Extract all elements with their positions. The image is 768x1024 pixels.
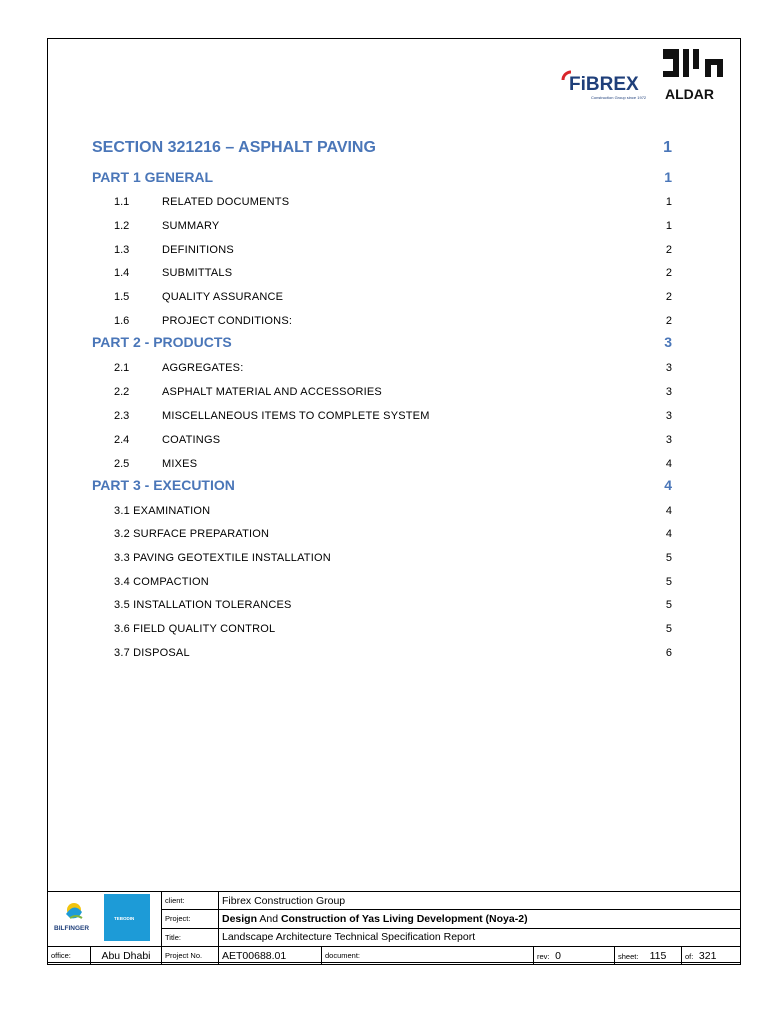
- toc-item-page: 5: [665, 576, 672, 588]
- toc-item[interactable]: [92, 291, 672, 311]
- toc-item-number: 1.5: [114, 291, 130, 303]
- toc-item-text: QUALITY ASSURANCE: [162, 291, 284, 303]
- fibrex-tagline: Construction Group since 1972: [591, 95, 647, 100]
- toc-item-text: COATINGS: [162, 434, 221, 446]
- toc-item[interactable]: [92, 244, 672, 264]
- toc-part-label: PART 1 GENERAL: [92, 169, 214, 185]
- toc-item-text: MIXES: [162, 458, 198, 470]
- title-label: Title:: [162, 928, 219, 946]
- toc-item-page: 3: [665, 434, 672, 446]
- toc-item-page: 5: [665, 552, 672, 564]
- toc-item-text: DEFINITIONS: [162, 244, 234, 256]
- office-label: office:: [48, 947, 91, 965]
- toc-part-page: 4: [664, 477, 672, 493]
- toc-item[interactable]: [92, 576, 672, 596]
- document-label: document:: [322, 947, 534, 965]
- toc-item-page: 1: [665, 220, 672, 232]
- toc-item-text: 3.4 COMPACTION: [114, 576, 209, 588]
- title-block: [47, 891, 741, 966]
- toc-section-label: SECTION 321216 – ASPHALT PAVING: [92, 139, 376, 156]
- toc-item-page: 1: [665, 196, 672, 208]
- toc-item-number: 2.5: [114, 458, 130, 470]
- toc-item-number: 1.6: [114, 315, 130, 327]
- toc-part-label: PART 2 - PRODUCTS: [92, 334, 232, 350]
- toc-item-page: 5: [665, 599, 672, 611]
- client-label: client:: [162, 892, 219, 910]
- tebodin-wordmark: TEBODIN: [114, 916, 135, 921]
- toc-item[interactable]: [92, 362, 672, 382]
- toc-item-text: RELATED DOCUMENTS: [162, 196, 290, 208]
- toc-item-text: ASPHALT MATERIAL AND ACCESSORIES: [162, 386, 382, 398]
- project-no-value: AET00688.01: [219, 947, 322, 965]
- toc-item[interactable]: [92, 458, 672, 478]
- toc-item-text: 3.3 PAVING GEOTEXTILE INSTALLATION: [114, 552, 331, 564]
- office-value: Abu Dhabi: [91, 947, 162, 965]
- toc-item[interactable]: [92, 386, 672, 406]
- toc-item-number: 1.2: [114, 220, 130, 232]
- of-cell: of: 321: [682, 947, 741, 965]
- toc-item[interactable]: [92, 505, 672, 525]
- toc-item-text: 3.6 FIELD QUALITY CONTROL: [114, 623, 276, 635]
- toc-part-page: 1: [664, 169, 672, 185]
- toc-item[interactable]: [92, 196, 672, 216]
- fibrex-aldar-logo: [559, 43, 729, 103]
- toc-item-text: 3.5 INSTALLATION TOLERANCES: [114, 599, 292, 611]
- sheet-cell: sheet: 115: [615, 947, 682, 965]
- toc-item-page: 2: [665, 315, 672, 327]
- project-no-label: Project No.: [162, 947, 219, 965]
- project-label: Project:: [162, 910, 219, 928]
- toc-item[interactable]: [92, 267, 672, 287]
- toc-item-page: 2: [665, 267, 672, 279]
- fibrex-wordmark: FiBREX: [569, 74, 639, 95]
- toc-item-number: 1.4: [114, 267, 130, 279]
- toc-item-page: 4: [665, 528, 672, 540]
- toc-item-number: 1.1: [114, 196, 130, 208]
- toc-item-number: 2.1: [114, 362, 130, 374]
- toc-item-page: 2: [665, 244, 672, 256]
- consultant-logo-cell: [48, 892, 162, 947]
- toc-part-page: 3: [664, 334, 672, 350]
- header-logos: [559, 43, 729, 103]
- toc-item-text: SUBMITTALS: [162, 267, 233, 279]
- toc-item-page: 4: [665, 458, 672, 470]
- toc-item[interactable]: [92, 647, 672, 667]
- toc-item-page: 3: [665, 386, 672, 398]
- toc-item-text: PROJECT CONDITIONS:: [162, 315, 293, 327]
- toc-item-text: SUMMARY: [162, 220, 220, 232]
- toc-item[interactable]: [92, 552, 672, 572]
- toc-section-page: 1: [663, 139, 672, 156]
- client-value: Fibrex Construction Group: [219, 892, 741, 910]
- toc-item[interactable]: [92, 315, 672, 335]
- toc-item-page: 3: [665, 410, 672, 422]
- title-value: Landscape Architecture Technical Specification Report: [219, 928, 741, 946]
- toc-item-number: 1.3: [114, 244, 130, 256]
- toc-item-page: 3: [665, 362, 672, 374]
- toc-item-number: 2.4: [114, 434, 130, 446]
- project-value: Design And Construction of Yas Living Development (Noya-2): [219, 910, 741, 928]
- toc-part-label: PART 3 - EXECUTION: [92, 477, 235, 493]
- toc-item-text: 3.7 DISPOSAL: [114, 647, 190, 659]
- toc-item-number: 2.2: [114, 386, 130, 398]
- rev-cell: rev: 0: [534, 947, 615, 965]
- bilfinger-wordmark: BILFINGER: [54, 925, 90, 932]
- toc-item-number: 2.3: [114, 410, 130, 422]
- toc-item-page: 5: [665, 623, 672, 635]
- toc-item-page: 6: [665, 647, 672, 659]
- toc-item[interactable]: [92, 410, 672, 430]
- aldar-wordmark: ALDAR: [665, 86, 714, 102]
- toc-item[interactable]: [92, 528, 672, 548]
- toc-item[interactable]: [92, 434, 672, 454]
- toc-item-text: MISCELLANEOUS ITEMS TO COMPLETE SYSTEM: [162, 410, 430, 422]
- toc-item-page: 4: [665, 505, 672, 517]
- bilfinger-tebodin-logo: [48, 892, 152, 943]
- toc-item[interactable]: [92, 599, 672, 619]
- toc-item-page: 2: [665, 291, 672, 303]
- toc-item-text: AGGREGATES:: [162, 362, 244, 374]
- toc-item-text: 3.2 SURFACE PREPARATION: [114, 528, 270, 540]
- toc-item[interactable]: [92, 220, 672, 240]
- toc-item[interactable]: [92, 623, 672, 643]
- toc-item-text: 3.1 EXAMINATION: [114, 505, 211, 517]
